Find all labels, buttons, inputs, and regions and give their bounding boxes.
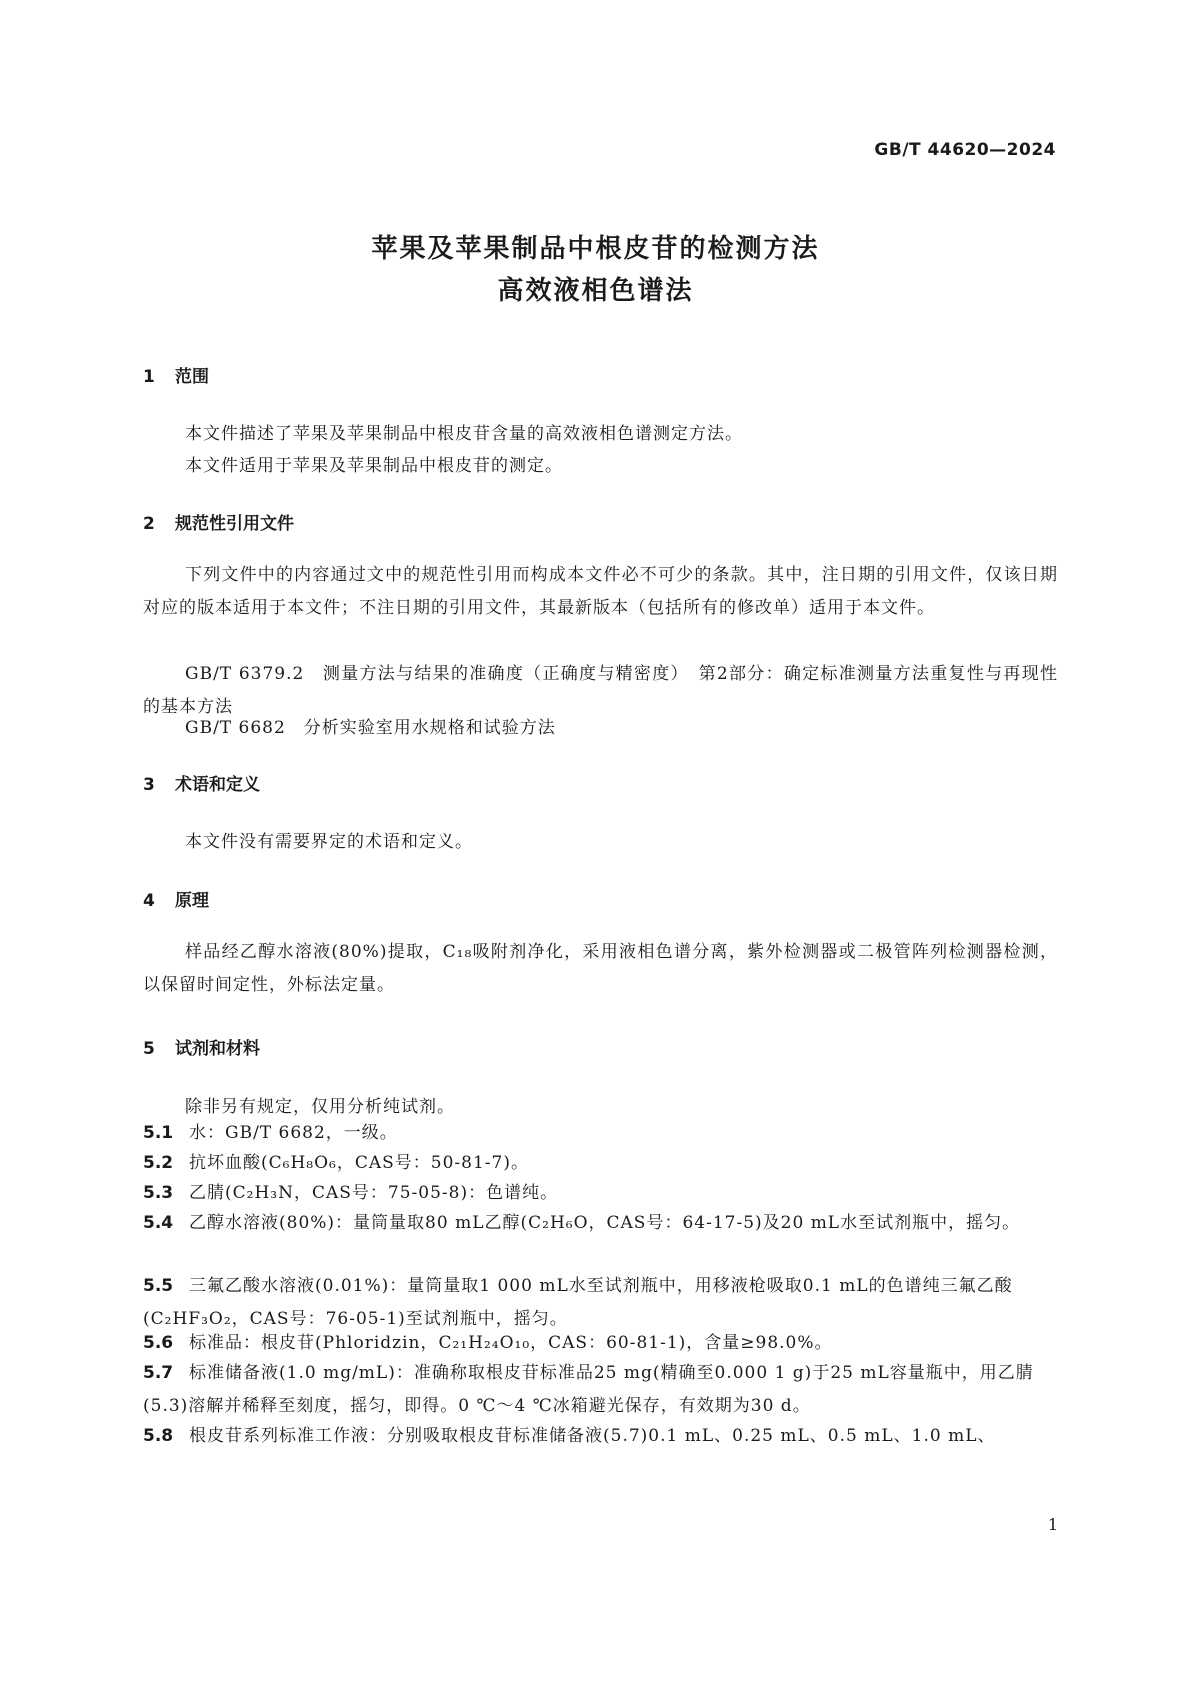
clause-5-4: 5.4 乙醇水溶液(80%)：量筒量取80 mL乙醇(C₂H₆O，CAS号：64-17-5)及20 mL水至试剂瓶中，摇匀。 bbox=[143, 1213, 1021, 1233]
section-2-para-1: 下列文件中的内容通过文中的规范性引用而构成本文件必不可少的条款。其中，注日期的引用文件，仅该日期对应的版本适用于本文件；不注日期的引用文件，其最新版本（包括所有的修改单）适用于本文件。 bbox=[143, 565, 1058, 618]
clause-5-8: 5.8 根皮苷系列标准工作液：分别吸取根皮苷标准储备液(5.7)0.1 mL、0.25 mL、0.5 mL、1.0 mL、 bbox=[143, 1426, 996, 1446]
section-1-heading: 1 范围 bbox=[143, 367, 209, 387]
section-1-para-2: 本文件适用于苹果及苹果制品中根皮苷的测定。 bbox=[185, 456, 563, 476]
document-title: 苹果及苹果制品中根皮苷的检测方法 bbox=[371, 234, 820, 264]
clause-5-5: 5.5 三氟乙酸水溶液(0.01%)：量筒量取1 000 mL水至试剂瓶中，用移液枪吸取0.1 mL的色谱纯三氟乙酸(C₂HF₃O₂，CAS号：76-05-1)至试剂瓶中，摇匀。 bbox=[143, 1276, 1013, 1329]
section-5-heading: 5 试剂和材料 bbox=[143, 1039, 260, 1059]
section-4-para-1: 样品经乙醇水溶液(80%)提取，C₁₈吸附剂净化，采用液相色谱分离，紫外检测器或二极管阵列检测器检测，以保留时间定性，外标法定量。 bbox=[143, 942, 1058, 995]
clause-5-1: 5.1 水：GB/T 6682，一级。 bbox=[143, 1123, 398, 1143]
page-number: 1 bbox=[1047, 1515, 1058, 1534]
clause-5-3: 5.3 乙腈(C₂H₃N，CAS号：75-05-8)：色谱纯。 bbox=[143, 1183, 559, 1203]
section-2-ref-2: GB/T 6682 分析实验室用水规格和试验方法 bbox=[185, 718, 556, 738]
clause-5-7: 5.7 标准储备液(1.0 mg/mL)：准确称取根皮苷标准品25 mg(精确至0.000 1 g)于25 mL容量瓶中，用乙腈(5.3)溶解并稀释至刻度，摇匀，即得。0 ℃～4 ℃冰箱避光保存，有效期为30 d。 bbox=[143, 1363, 1034, 1416]
document-subtitle: 高效液相色谱法 bbox=[497, 276, 694, 306]
section-3-para-1: 本文件没有需要界定的术语和定义。 bbox=[185, 832, 473, 852]
section-5-intro: 除非另有规定，仅用分析纯试剂。 bbox=[185, 1097, 455, 1117]
section-2-heading: 2 规范性引用文件 bbox=[143, 514, 294, 534]
clause-5-6: 5.6 标准品：根皮苷(Phloridzin，C₂₁H₂₄O₁₀，CAS：60-81-1)，含量≥98.0%。 bbox=[143, 1333, 833, 1353]
standard-code: GB/T 44620—2024 bbox=[874, 140, 1056, 160]
clause-5-2: 5.2 抗坏血酸(C₆H₈O₆，CAS号：50-81-7)。 bbox=[143, 1153, 529, 1173]
section-1-para-1: 本文件描述了苹果及苹果制品中根皮苷含量的高效液相色谱测定方法。 bbox=[185, 424, 743, 444]
section-3-heading: 3 术语和定义 bbox=[143, 775, 260, 795]
section-4-heading: 4 原理 bbox=[143, 891, 209, 911]
section-2-ref-1: GB/T 6379.2 测量方法与结果的准确度（正确度与精密度） 第2部分：确定标准测量方法重复性与再现性的基本方法 bbox=[143, 664, 1058, 717]
